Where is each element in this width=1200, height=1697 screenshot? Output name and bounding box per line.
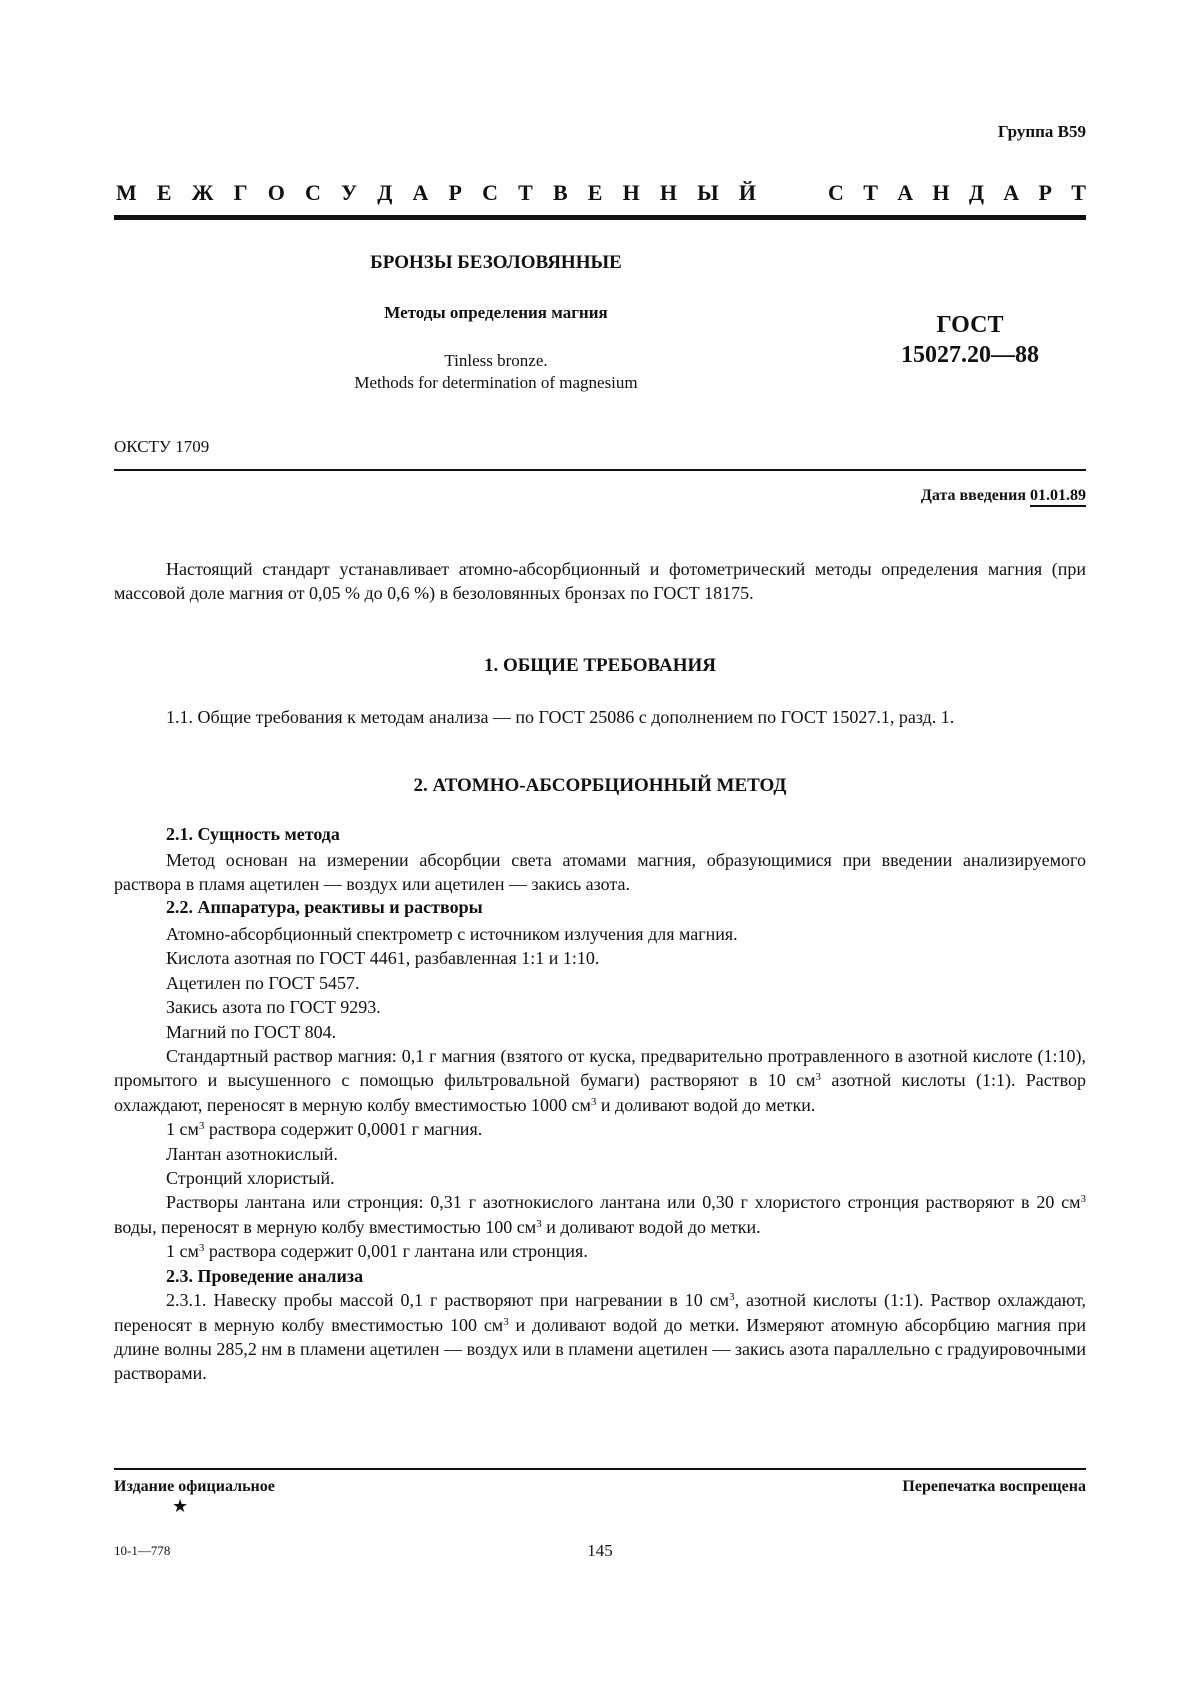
banner-letter: М bbox=[116, 180, 137, 205]
lanthanum-solution-paragraph: Растворы лантана или стронция: 0,31 г азотнокислого лантана или 0,30 г хлористого стронция растворяют в 20 $см^3$ воды, переносят в мерную колбу вместимостью 100 $см^3$ и доливают водой до метки. bbox=[114, 1192, 1086, 1237]
banner-letter: В bbox=[552, 180, 568, 205]
section-1-heading: 1. ОБЩИЕ ТРЕБОВАНИЯ bbox=[483, 655, 717, 676]
banner-letter: Д bbox=[968, 180, 984, 205]
effective-date-label: Дата введения bbox=[920, 487, 1030, 504]
okstu-code: ОКСТУ 1709 bbox=[114, 437, 210, 456]
banner-letter: Н bbox=[932, 180, 950, 205]
paragraph-1-1: 1.1. Общие требования к методам анализа — по ГОСТ 25086 с дополнением по ГОСТ 15027.1, разд. 1. bbox=[166, 707, 955, 727]
effective-date bbox=[921, 487, 1086, 505]
english-title-line-1: Tinless bronze. bbox=[444, 351, 548, 370]
english-title-line-2: Methods for determination of magnesium bbox=[354, 373, 638, 392]
reagent-item: Закись азота по ГОСТ 9293. bbox=[166, 997, 381, 1018]
footer-rule bbox=[114, 1468, 1086, 1470]
english-title bbox=[116, 350, 876, 394]
banner-word-standard bbox=[828, 180, 1086, 206]
banner-letter: Й bbox=[738, 180, 756, 205]
reagent-item: Магний по ГОСТ 804. bbox=[166, 1021, 337, 1042]
banner-letter: Р bbox=[448, 180, 462, 205]
official-edition-label: Издание официальное bbox=[114, 1478, 275, 1495]
concentration-note-2: 1 $см^3$ раствора содержит 0,001 г лантана или стронция. bbox=[166, 1241, 588, 1262]
concentration-note-1: 1 $см^3$ раствора содержит 0,0001 г магния. bbox=[166, 1119, 483, 1140]
banner-letter: А bbox=[1003, 180, 1020, 205]
banner-letter: У bbox=[340, 180, 358, 205]
banner-letter: Т bbox=[1071, 180, 1086, 205]
standard-banner bbox=[116, 180, 1086, 206]
intro-paragraph: Настоящий стандарт устанавливает атомно-абсорбционный и фотометрический методы определения магния (при массовой доле магния от 0,05 % до 0,6 %) в безоловянных бронзах по ГОСТ 18175. bbox=[114, 559, 1086, 604]
gost-label: ГОСТ bbox=[936, 312, 1004, 338]
paragraph-2-3-1: 2.3.1. Навеску пробы массой 0,1 г растворяют при нагревании в 10 $см^3$, азотной кислоты (1:1). Раствор охлаждают, переносят в мерную колбу вместимостью 100 $см^3$ и доливают водой до метки. Измеряют атомную абсорбцию магния при длине волны 285,2 нм в пламени ацетилен — воздух или в пламени ацетилен — закись азота параллельно с градуировочными растворами. bbox=[114, 1290, 1086, 1384]
banner-letter: С bbox=[304, 180, 321, 205]
paragraph-2-1: Метод основан на измерении абсорбции света атомами магния, образующимися при введении анализируемого раствора в пламя ацетилен — воздух или ацетилен — закись азота. bbox=[114, 850, 1086, 895]
standard-solution-paragraph: Стандартный раствор магния: 0,1 г магния (взятого от куска, предварительно протравленного в азотной кислоте (1:10), промытого и высушенного с помощью фильтровальной бумаги) растворяют в 10 $см^3$ азотной кислоты (1:1). Раствор охлаждают, переносят в мерную колбу вместимостью 1000 $см^3$ и доливают водой до метки. bbox=[114, 1046, 1086, 1115]
gost-code: 15027.20—88 bbox=[901, 342, 1039, 368]
reprint-prohibited-label: Перепечатка воспрещена bbox=[902, 1478, 1086, 1495]
banner-letter: Ж bbox=[191, 180, 214, 205]
reagent-item: Ацетилен по ГОСТ 5457. bbox=[166, 972, 360, 993]
banner-word-interstate bbox=[116, 180, 756, 206]
banner-letter: Е bbox=[156, 180, 172, 205]
banner-letter: Ы bbox=[697, 180, 719, 205]
effective-date-value: 01.01.89 bbox=[1030, 487, 1086, 507]
print-code: 10-1—778 bbox=[114, 1543, 171, 1558]
reagent-item: Стронций хлористый. bbox=[166, 1168, 335, 1189]
reagent-list bbox=[114, 922, 1086, 1386]
group-label: Группа В59 bbox=[997, 122, 1086, 141]
subsection-2-2-title: 2.2. Аппаратура, реактивы и растворы bbox=[166, 897, 483, 917]
document-title: БРОНЗЫ БЕЗОЛОВЯННЫЕ bbox=[370, 252, 622, 273]
banner-letter: А bbox=[897, 180, 914, 205]
gost-number bbox=[870, 310, 1070, 370]
banner-letter: Д bbox=[377, 180, 393, 205]
reagent-item: Лантан азотнокислый. bbox=[166, 1143, 338, 1164]
section-2-heading: 2. АТОМНО-АБСОРБЦИОННЫЙ МЕТОД bbox=[413, 775, 787, 796]
banner-letter: С bbox=[482, 180, 499, 205]
banner-letter: Н bbox=[622, 180, 640, 205]
subsection-2-3-title: 2.3. Проведение анализа bbox=[166, 1265, 364, 1286]
banner-letter: Р bbox=[1038, 180, 1052, 205]
reagent-item: Кислота азотная по ГОСТ 4461, разбавленная 1:1 и 1:10. bbox=[166, 948, 600, 969]
banner-letter: Е bbox=[587, 180, 603, 205]
banner-letter: С bbox=[828, 180, 844, 205]
banner-letter: А bbox=[412, 180, 429, 205]
document-subtitle: Методы определения магния bbox=[384, 303, 608, 322]
page-number: 145 bbox=[587, 1541, 613, 1560]
banner-letter: Т bbox=[863, 180, 878, 205]
subsection-2-1-title: 2.1. Сущность метода bbox=[166, 824, 340, 844]
title-rule bbox=[114, 469, 1086, 471]
header-rule bbox=[114, 215, 1086, 220]
reagent-item: Атомно-абсорбционный спектрометр с источником излучения для магния. bbox=[166, 924, 738, 944]
star-icon: ★ bbox=[172, 1496, 189, 1516]
banner-letter: Т bbox=[518, 180, 533, 205]
banner-letter: Н bbox=[659, 180, 677, 205]
banner-letter: О bbox=[267, 180, 285, 205]
banner-letter: Г bbox=[233, 180, 248, 205]
